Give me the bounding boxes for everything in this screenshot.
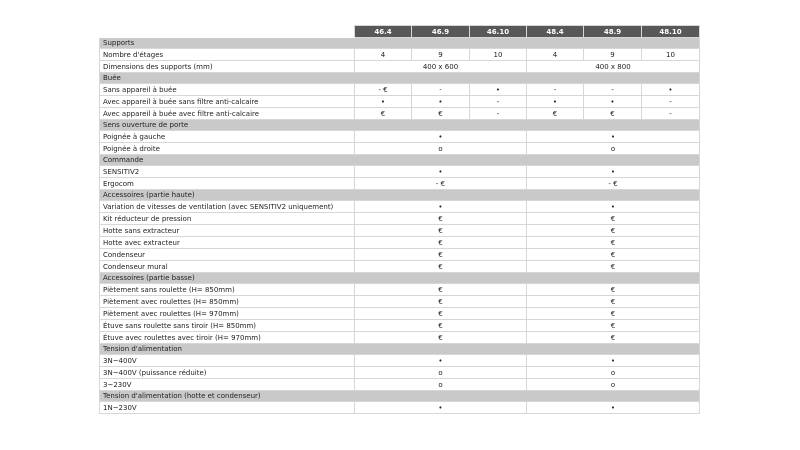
table-row [100, 249, 700, 261]
model-value-cell: 9 [584, 49, 642, 61]
section-title: Tension d'alimentation (hotte et condenseur) [100, 391, 700, 402]
spec-table [99, 25, 700, 414]
row-label: 3N~400V (puissance réduite) [100, 367, 355, 379]
row-label: Variation de vitesses de ventilation (avec SENSITIV2 uniquement) [100, 201, 355, 213]
group-value-cell: € [527, 284, 700, 296]
model-value-cell: 4 [355, 49, 412, 61]
table-row [100, 402, 700, 414]
model-value-cell: - [642, 96, 700, 108]
model-value-cell: - € [355, 84, 412, 96]
group-value-cell: € [527, 332, 700, 344]
group-value-cell: € [527, 237, 700, 249]
table-row [100, 61, 700, 73]
group-value-cell: • [355, 355, 527, 367]
group-value-cell: € [355, 261, 527, 273]
row-label: Poignée à droite [100, 143, 355, 155]
group-value-cell: € [355, 296, 527, 308]
model-value-cell: - [527, 84, 584, 96]
row-label: Hotte avec extracteur [100, 237, 355, 249]
group-value-cell: o [355, 143, 527, 155]
section-header-row [100, 190, 700, 201]
model-header-row [100, 26, 700, 38]
group-value-cell: € [355, 237, 527, 249]
table-row [100, 320, 700, 332]
model-value-cell: • [584, 96, 642, 108]
section-title: Tension d'alimentation [100, 344, 700, 355]
table-row [100, 49, 700, 61]
group-value-cell: - € [527, 178, 700, 190]
table-row [100, 308, 700, 320]
group-value-cell: € [527, 249, 700, 261]
model-value-cell: • [412, 96, 470, 108]
row-label: Ergocom [100, 178, 355, 190]
model-value-cell: 10 [470, 49, 527, 61]
group-value-cell: € [527, 308, 700, 320]
group-value-cell: € [355, 249, 527, 261]
group-value-cell: o [527, 143, 700, 155]
table-row [100, 237, 700, 249]
table-row [100, 284, 700, 296]
group-value-cell: • [355, 402, 527, 414]
table-row [100, 166, 700, 178]
model-value-cell: • [642, 84, 700, 96]
group-value-cell: € [355, 320, 527, 332]
group-value-cell: o [355, 367, 527, 379]
table-row [100, 355, 700, 367]
table-row [100, 261, 700, 273]
model-value-cell: € [355, 108, 412, 120]
section-header-row [100, 344, 700, 355]
table-row [100, 213, 700, 225]
row-label: Condenseur [100, 249, 355, 261]
model-header-48-9: 48.9 [584, 26, 642, 38]
section-header-row [100, 273, 700, 284]
model-header-48-4: 48.4 [527, 26, 584, 38]
model-value-cell: - [412, 84, 470, 96]
group-value-cell: • [355, 131, 527, 143]
model-value-cell: • [527, 96, 584, 108]
group-value-cell: • [527, 402, 700, 414]
table-row [100, 108, 700, 120]
section-header-row [100, 155, 700, 166]
section-header-row [100, 391, 700, 402]
model-value-cell: - [642, 108, 700, 120]
group-value-cell: € [355, 284, 527, 296]
group-value-cell: € [355, 308, 527, 320]
group-value-cell: € [527, 261, 700, 273]
table-row [100, 296, 700, 308]
row-label: Étuve avec roulettes avec tiroir (H= 970mm) [100, 332, 355, 344]
model-value-cell: 10 [642, 49, 700, 61]
group-value-cell: • [355, 201, 527, 213]
row-label: Étuve sans roulette sans tiroir (H= 850mm) [100, 320, 355, 332]
group-value-cell: • [527, 166, 700, 178]
model-value-cell: € [527, 108, 584, 120]
group-value-cell: - € [355, 178, 527, 190]
spec-table-body [100, 38, 700, 414]
section-title: Sens ouverture de porte [100, 120, 700, 131]
model-value-cell: € [412, 108, 470, 120]
model-value-cell: - [584, 84, 642, 96]
group-value-cell: o [527, 367, 700, 379]
table-row [100, 379, 700, 391]
table-row [100, 84, 700, 96]
group-value-cell: o [527, 379, 700, 391]
row-label: Nombre d'étages [100, 49, 355, 61]
group-value-cell: € [527, 225, 700, 237]
group-value-cell: 400 x 600 [355, 61, 527, 73]
row-label: Piètement sans roulette (H= 850mm) [100, 284, 355, 296]
model-header-46-4: 46.4 [355, 26, 412, 38]
header-blank-cell [100, 26, 355, 38]
row-label: Condenseur mural [100, 261, 355, 273]
table-row [100, 178, 700, 190]
section-header-row [100, 120, 700, 131]
group-value-cell: € [527, 213, 700, 225]
model-value-cell: 9 [412, 49, 470, 61]
row-label: SENSITIV2 [100, 166, 355, 178]
model-value-cell: - [470, 108, 527, 120]
model-header-48-10: 48.10 [642, 26, 700, 38]
section-title: Buée [100, 73, 700, 84]
row-label: 1N~230V [100, 402, 355, 414]
table-row [100, 131, 700, 143]
group-value-cell: 400 x 800 [527, 61, 700, 73]
row-label: Poignée à gauche [100, 131, 355, 143]
group-value-cell: • [527, 201, 700, 213]
table-row [100, 96, 700, 108]
model-value-cell: € [584, 108, 642, 120]
table-row [100, 201, 700, 213]
section-header-row [100, 38, 700, 49]
model-value-cell: - [470, 96, 527, 108]
section-title: Accessoires (partie basse) [100, 273, 700, 284]
row-label: Kit réducteur de pression [100, 213, 355, 225]
row-label: Piètement avec roulettes (H= 850mm) [100, 296, 355, 308]
group-value-cell: € [527, 320, 700, 332]
row-label: 3N~400V [100, 355, 355, 367]
section-title: Accessoires (partie haute) [100, 190, 700, 201]
row-label: Piètement avec roulettes (H= 970mm) [100, 308, 355, 320]
section-header-row [100, 73, 700, 84]
group-value-cell: € [355, 225, 527, 237]
row-label: Dimensions des supports (mm) [100, 61, 355, 73]
section-title: Supports [100, 38, 700, 49]
row-label: Hotte sans extracteur [100, 225, 355, 237]
model-header-46-9: 46.9 [412, 26, 470, 38]
group-value-cell: • [355, 166, 527, 178]
section-title: Commande [100, 155, 700, 166]
group-value-cell: • [527, 131, 700, 143]
group-value-cell: • [527, 355, 700, 367]
table-row [100, 367, 700, 379]
model-value-cell: • [470, 84, 527, 96]
group-value-cell: o [355, 379, 527, 391]
row-label: Avec appareil à buée avec filtre anti-calcaire [100, 108, 355, 120]
group-value-cell: € [355, 213, 527, 225]
model-header-46-10: 46.10 [470, 26, 527, 38]
table-row [100, 143, 700, 155]
table-row [100, 225, 700, 237]
table-row [100, 332, 700, 344]
group-value-cell: € [355, 332, 527, 344]
row-label: Sans appareil à buée [100, 84, 355, 96]
row-label: 3~230V [100, 379, 355, 391]
model-value-cell: 4 [527, 49, 584, 61]
row-label: Avec appareil à buée sans filtre anti-calcaire [100, 96, 355, 108]
model-value-cell: • [355, 96, 412, 108]
group-value-cell: € [527, 296, 700, 308]
